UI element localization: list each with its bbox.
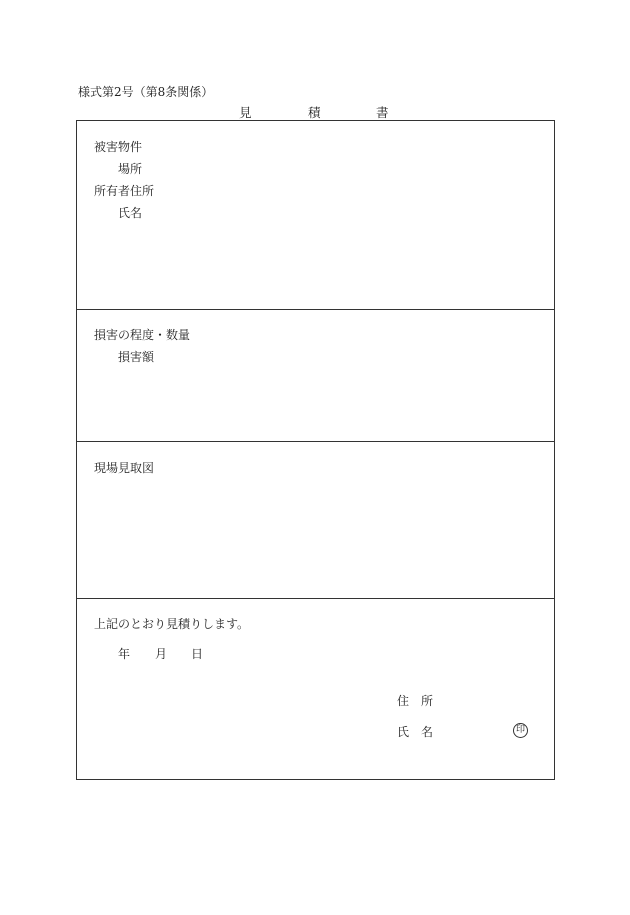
address-label: 住 所 [397,694,434,708]
day-label: 日 [191,647,204,661]
name-label: 氏 名 [397,725,434,739]
owner-address-label: 所有者住所 [94,184,155,198]
section-divider-2 [77,441,554,442]
site-sketch-label: 現場見取図 [94,461,155,475]
owner-name-label: 氏名 [118,206,143,220]
title-char-3: 書 [376,105,389,120]
title-char-1: 見 [239,105,252,120]
damaged-property-label: 被害物件 [94,140,143,154]
seal-mark: 印 [513,723,528,738]
damage-extent-label: 損害の程度・数量 [94,328,191,342]
damage-amount-label: 損害額 [118,350,155,364]
section-divider-1 [77,309,554,310]
section-divider-3 [77,598,554,599]
form-number-label: 様式第2号（第8条関係） [78,85,214,99]
month-label: 月 [155,647,168,661]
title-char-2: 積 [308,105,321,120]
year-label: 年 [118,647,131,661]
location-label: 場所 [118,162,143,176]
estimate-form-frame [76,120,555,780]
statement-text: 上記のとおり見積りします。 [94,617,250,631]
